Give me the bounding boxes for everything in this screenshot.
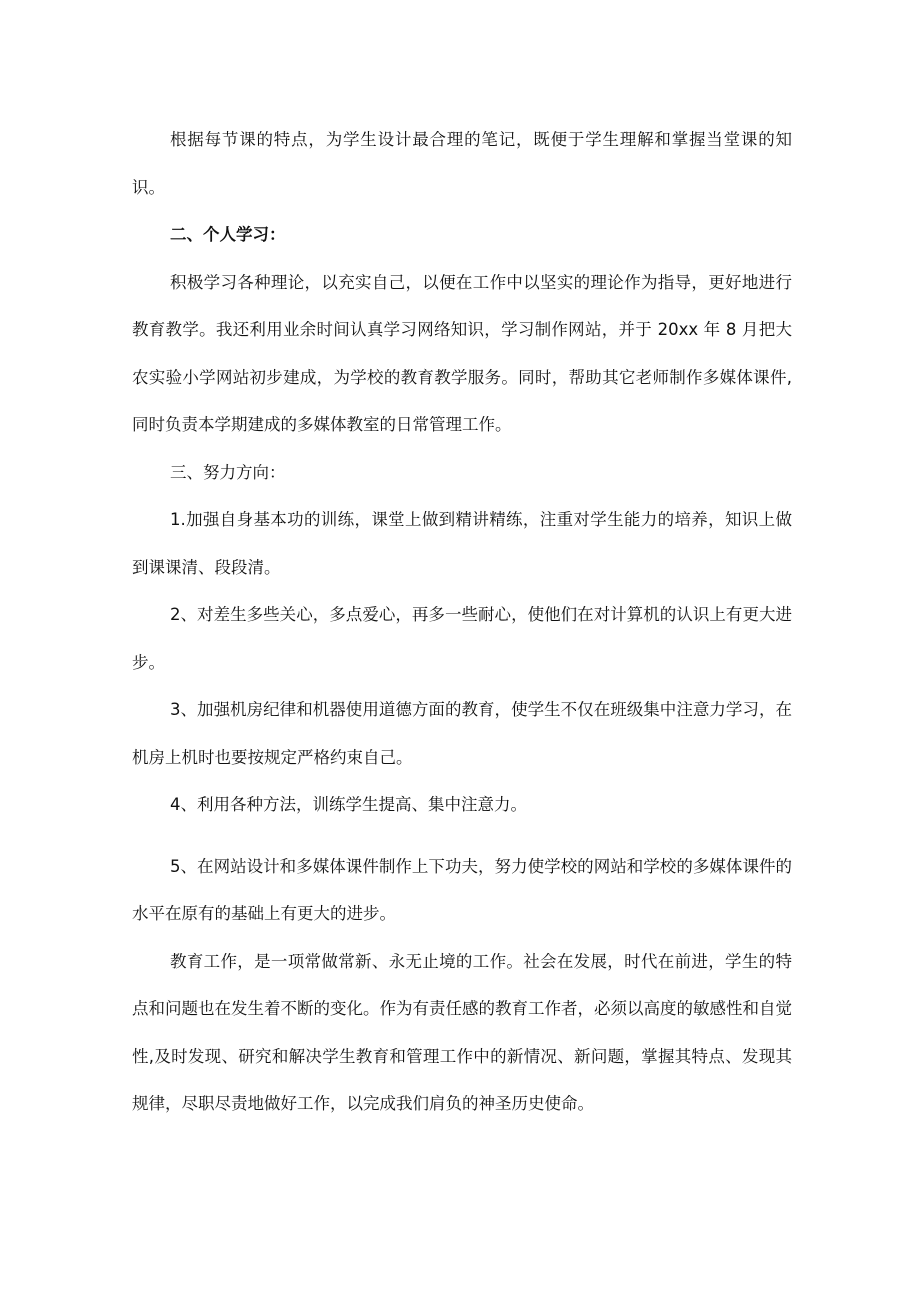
list-item-5: 5、在网站设计和多媒体课件制作上下功夫，努力使学校的网站和学校的多媒体课件的水平在原有的基础上有更大的进步。 <box>132 856 792 923</box>
list-item-2: 2、对差生多些关心，多点爱心，再多一些耐心，使他们在对计算机的认识上有更大进步。 <box>132 605 792 672</box>
section-heading-direction: 三、努力方向： <box>170 462 286 482</box>
paragraph-notes: 根据每节课的特点，为学生设计最合理的笔记，既便于学生理解和掌握当堂课的知识。 <box>132 130 792 197</box>
spacer <box>132 829 792 843</box>
list-item-1: 1.加强自身基本功的训练，课堂上做到精讲精练，注重对学生能力的培养，知识上做到课课清、段段清。 <box>132 510 792 577</box>
paragraph-conclusion: 教育工作，是一项常做常新、永无止境的工作。社会在发展，时代在前进，学生的特点和问题也在发生着不断的变化。作为有责任感的教育工作者，必须以高度的敏感性和自觉性,及时发现、研究和解决学生教育和管理工作中的新情况、新问题，掌握其特点、发现其规律，尽职尽责地做好工作，以完成我们肩负的神圣历史使命。 <box>132 951 792 1113</box>
paragraph-personal-study: 积极学习各种理论，以充实自己，以便在工作中以坚实的理论作为指导，更好地进行教育教学。我还利用业余时间认真学习网络知识，学习制作网站，并于 20xx 年 8 月把大农实验小学网站初步建成，为学校的教育教学服务。同时，帮助其它老师制作多媒体课件,同时负责本学期建成的多媒体教室的日常管理工作。 <box>132 272 792 434</box>
document-body <box>132 116 792 1128</box>
list-item-3: 3、加强机房纪律和机器使用道德方面的教育，使学生不仅在班级集中注意力学习，在机房上机时也要按规定严格约束自己。 <box>132 700 792 767</box>
section-heading-personal-study: 二、个人学习： <box>170 225 286 244</box>
list-item-4: 4、利用各种方法，训练学生提高、集中注意力。 <box>170 795 527 814</box>
